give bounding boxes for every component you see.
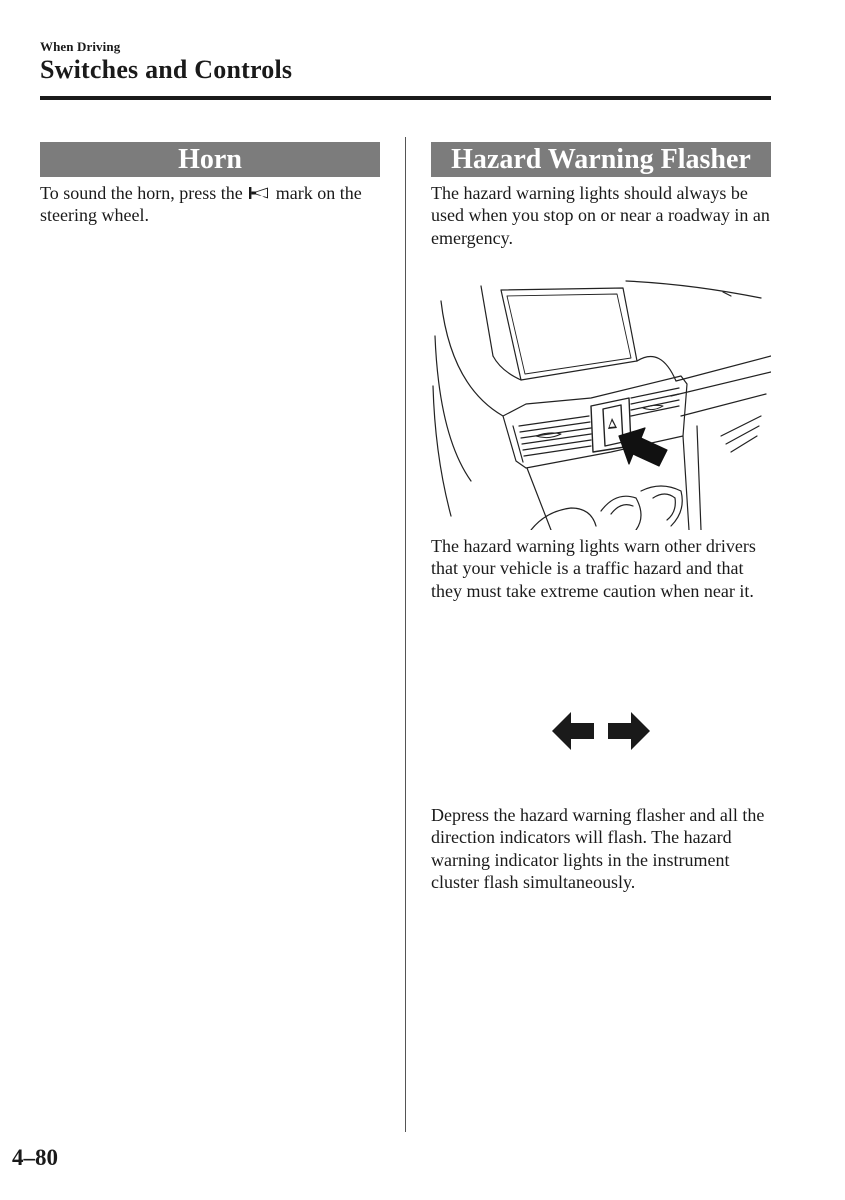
column-divider bbox=[405, 137, 406, 1132]
hazard-paragraph-3: Depress the hazard warning flasher and all the direction indicators will flash. The hazard warning indicator lights in the instrument cluster flash simultaneously. bbox=[431, 805, 765, 892]
dashboard-hazard-switch-illustration bbox=[431, 276, 771, 530]
horn-instruction bbox=[40, 182, 385, 227]
hazard-paragraph-2: The hazard warning lights warn other drivers that your vehicle is a traffic hazard and that they must take extreme caution when near it. bbox=[431, 536, 756, 601]
horn-heading: Horn bbox=[40, 142, 380, 177]
hazard-paragraph-1: The hazard warning lights should always be used when you stop on or near a roadway in an emergency. bbox=[431, 183, 770, 248]
horn-text-start: To sound the horn, press the bbox=[40, 183, 248, 203]
hazard-heading: Hazard Warning Flasher bbox=[431, 142, 771, 177]
page-number: 4–80 bbox=[12, 1145, 58, 1170]
turn-signal-arrows-icon bbox=[551, 711, 651, 751]
title-rule bbox=[40, 96, 771, 100]
page-title: Switches and Controls bbox=[40, 55, 293, 84]
section-label: When Driving bbox=[40, 39, 121, 54]
horn-text-end: mark on the steering wheel. bbox=[40, 183, 362, 226]
horn-mark-icon bbox=[248, 186, 270, 200]
